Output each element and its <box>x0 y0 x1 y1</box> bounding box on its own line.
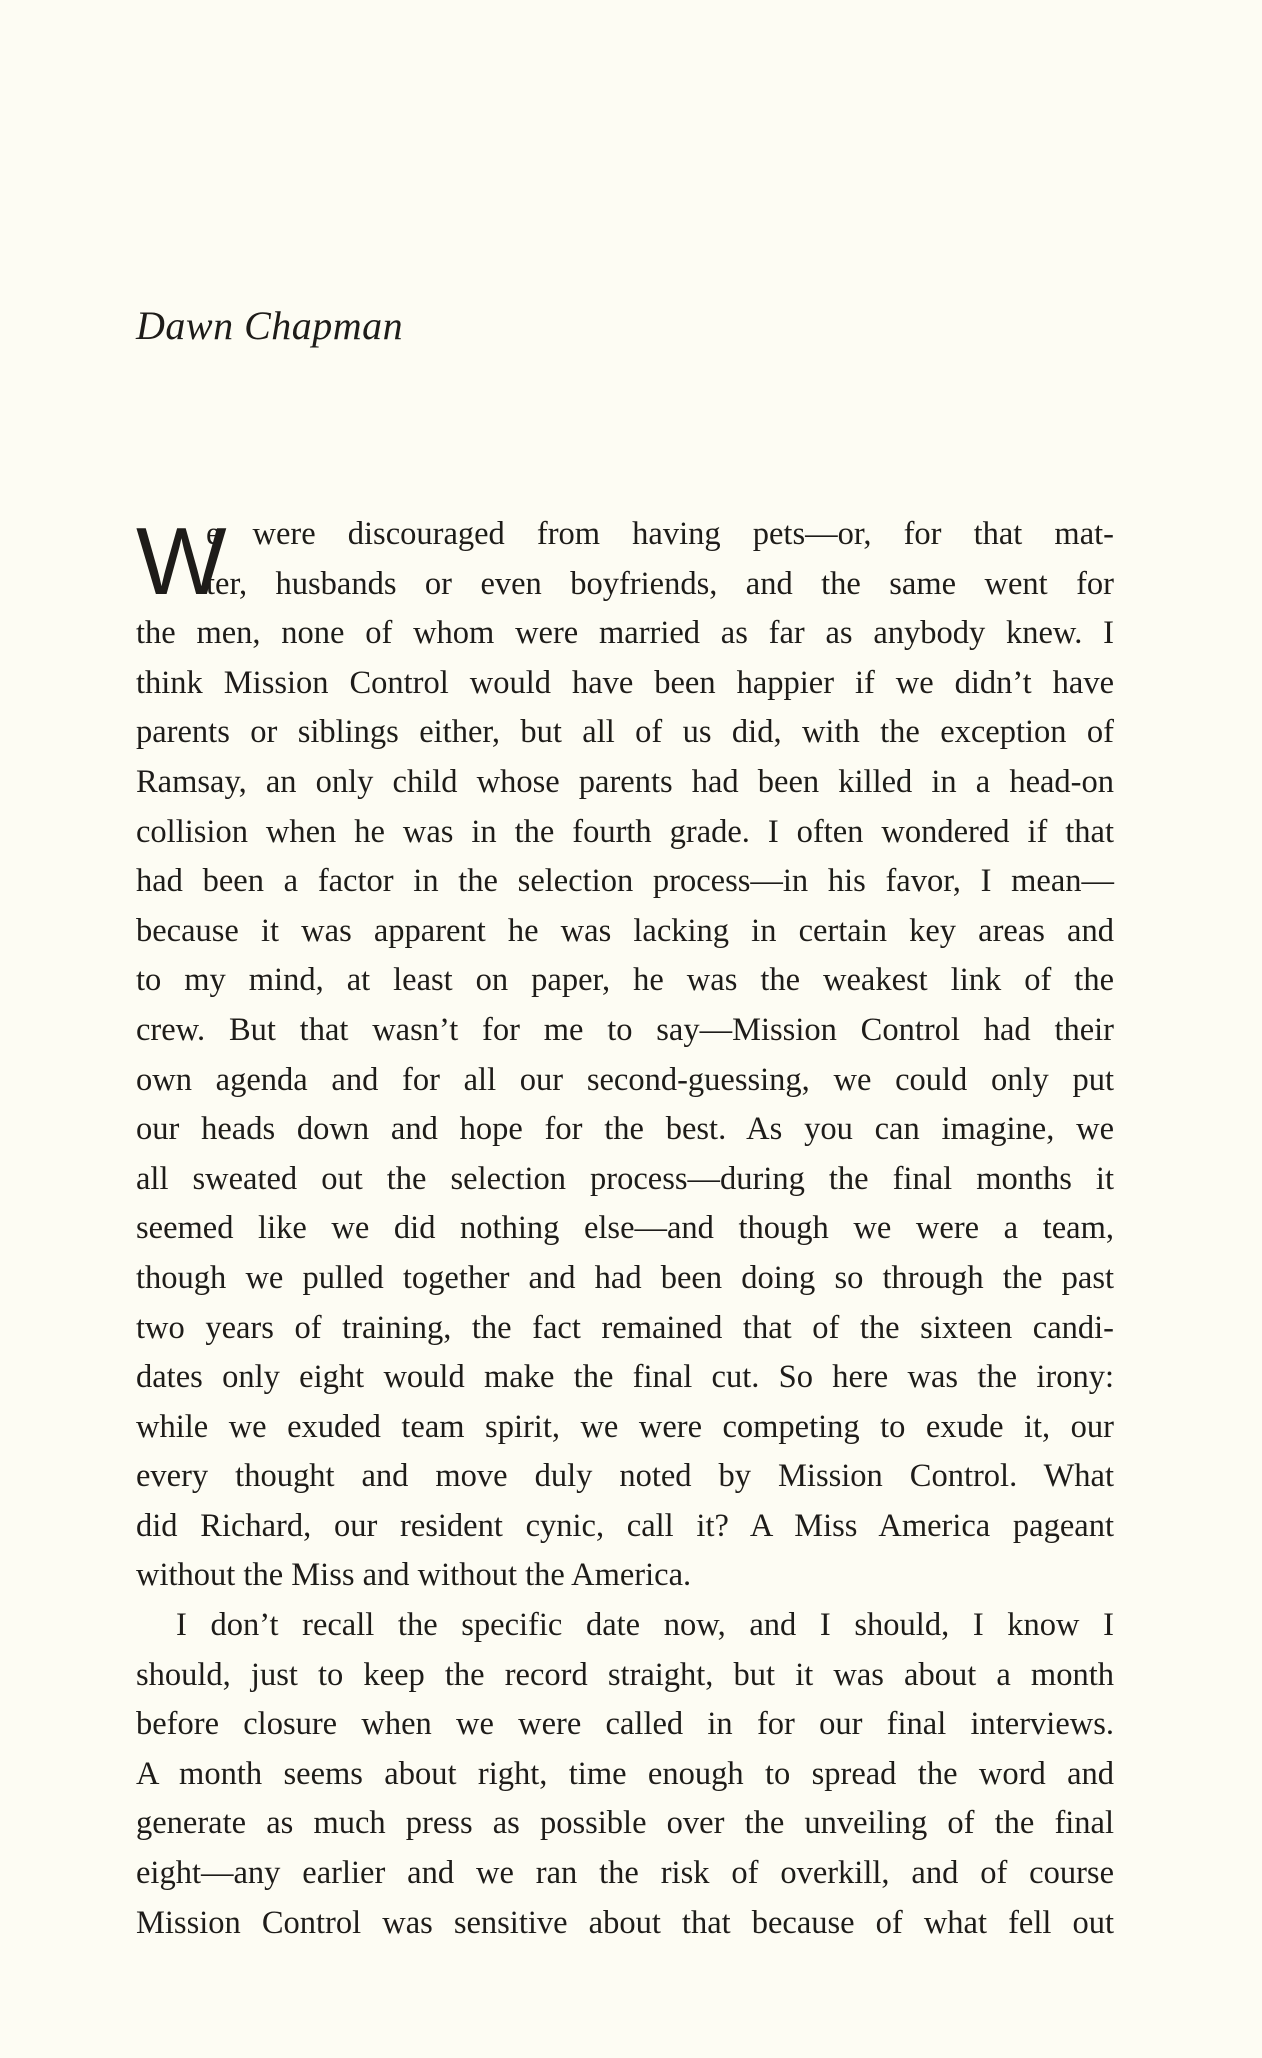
text-line: before closure when we were called in for our final interviews. <box>136 1706 1114 1743</box>
text-line: ter, husbands or even boyfriends, and the same went for <box>206 565 1114 602</box>
chapter-title: Dawn Chapman <box>136 303 404 348</box>
text-line: I don’t recall the specific date now, and I should, I know I <box>176 1607 1114 1644</box>
text-line: think Mission Control would have been happier if we didn’t have <box>136 664 1114 701</box>
text-line: two years of training, the fact remained that of the sixteen candi- <box>136 1309 1114 1346</box>
text-line: while we exuded team spirit, we were competing to exude it, our <box>136 1408 1114 1445</box>
text-line: all sweated out the selection process—during the final months it <box>136 1160 1114 1197</box>
text-line: e were discouraged from having pets—or, for that mat- <box>206 516 1114 552</box>
text-line: did Richard, our resident cynic, call it? A Miss America pageant <box>136 1507 1114 1544</box>
text-line: parents or siblings either, but all of us did, with the exception of <box>136 714 1114 751</box>
text-line: had been a factor in the selection process—in his favor, I mean— <box>136 863 1114 900</box>
chapter-body <box>136 510 1114 1948</box>
text-line: collision when he was in the fourth grade. I often wondered if that <box>136 813 1114 850</box>
text-line: every thought and move duly noted by Mission Control. What <box>136 1458 1114 1495</box>
text-line: to my mind, at least on paper, he was the weakest link of the <box>136 962 1114 999</box>
text-line: generate as much press as possible over the unveiling of the final <box>136 1805 1114 1842</box>
drop-cap: W <box>136 508 227 615</box>
text-line: because it was apparent he was lacking in certain key areas and <box>136 912 1114 949</box>
text-line: should, just to keep the record straight, but it was about a month <box>136 1656 1114 1693</box>
text-line: own agenda and for all our second-guessing, we could only put <box>136 1061 1114 1098</box>
text-line: Mission Control was sensitive about that because of what fell out <box>136 1904 1114 1941</box>
text-line: dates only eight would make the final cut. So here was the irony: <box>136 1359 1114 1396</box>
text-line: though we pulled together and had been doing so through the past <box>136 1259 1114 1296</box>
text-line: seemed like we did nothing else—and though we were a team, <box>136 1210 1114 1247</box>
text-line: without the Miss and without the America. <box>136 1557 692 1594</box>
text-line: crew. But that wasn’t for me to say—Mission Control had their <box>136 1011 1114 1048</box>
text-line: A month seems about right, time enough to spread the word and <box>136 1755 1114 1792</box>
text-line: the men, none of whom were married as far as anybody knew. I <box>136 615 1114 652</box>
text-line: eight—any earlier and we ran the risk of overkill, and of course <box>136 1855 1114 1892</box>
text-line: our heads down and hope for the best. As you can imagine, we <box>136 1111 1114 1148</box>
text-line: Ramsay, an only child whose parents had been killed in a head-on <box>136 763 1114 800</box>
